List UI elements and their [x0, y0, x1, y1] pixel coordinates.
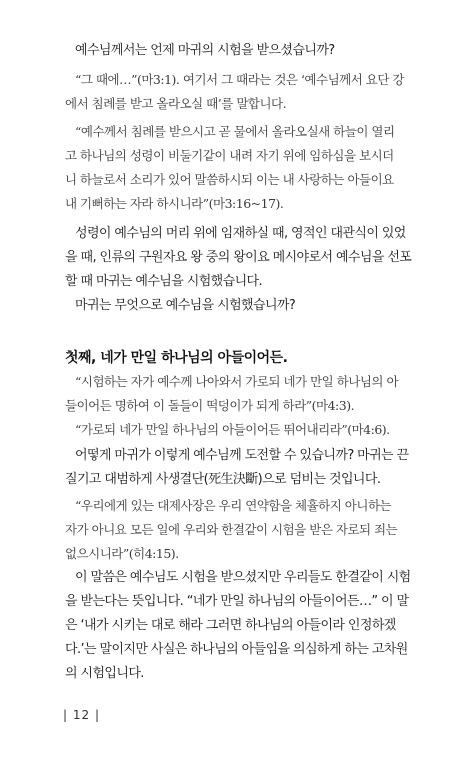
paragraph-scripture-tempter: [65, 370, 405, 442]
text-line: 할 때 마귀는 예수님을 시험했습니다.: [65, 274, 263, 289]
text-line: “우리에게 있는 대제사장은 우리 연약함을 체휼하지 아니하는: [75, 498, 392, 513]
text-line: 은 ‘내가 시키는 대로 해라 그러면 하나님의 아들이라 인정하겠: [65, 618, 396, 633]
text-line: 질기고 대범하게 사생결단(死生決斷)으로 덤비는 것입니다.: [65, 472, 381, 487]
paragraph-conclusion: [65, 566, 411, 686]
paragraph-question-when: [65, 39, 405, 63]
text-line: 니 하늘로서 소리가 있어 말씀하시되 이는 내 사랑하는 아들이요: [65, 172, 394, 187]
text-line: 고 하나님의 성령이 비둘기같이 내려 자기 위에 임하심을 보시더: [65, 148, 394, 163]
text-line: 예수님께서는 언제 마귀의 시험을 받으셨습니까?: [75, 43, 335, 58]
text-line: 다.’는 말이지만 사실은 하나님의 아들임을 의심하게 하는 고차원: [65, 642, 408, 657]
paragraph-devil-challenge: [65, 444, 409, 492]
paragraph-scripture-high-priest: [65, 494, 405, 566]
text-line: “가로되 네가 만일 하나님의 아들이어든 뛰어내리라”(마4:6).: [75, 422, 390, 437]
text-line: “그 때에…”(마3:1). 여기서 그 때라는 것은 ‘예수님께서 요단 강: [75, 72, 404, 87]
text-line: 성령이 예수님의 머리 위에 임재하실 때, 영적인 대관식이 있었: [75, 226, 406, 241]
paragraph-scripture-baptism: [65, 120, 405, 216]
text-line: 의 시험입니다.: [65, 666, 144, 681]
text-line: 어떻게 마귀가 이렇게 예수님께 도전할 수 있습니까? 마귀는 끈: [75, 448, 409, 463]
text-line: 자가 아니요 모든 일에 우리와 한결같이 시험을 받은 자로되 죄는: [65, 522, 398, 537]
section-heading: 첫째, 네가 만일 하나님의 아들이어든.: [65, 350, 288, 366]
text-line: 을 때, 인류의 구원자요 왕 중의 왕이요 메시야로서 예수님을 선포: [65, 250, 412, 265]
text-line: 에서 침례를 받고 올라오실 때’를 말합니다.: [65, 96, 287, 111]
text-line: 없으시니라”(히4:15).: [65, 546, 179, 561]
text-line: 내 기뻐하는 자라 하시니라”(마3:16~17).: [65, 196, 284, 211]
paragraph-holy-spirit: [65, 222, 412, 318]
text-line: “예수께서 침례를 받으시고 곧 물에서 올라오실새 하늘이 열리: [75, 124, 395, 139]
page-number: | 12 |: [63, 708, 100, 722]
text-line: 마귀는 무엇으로 예수님을 시험했습니까?: [75, 298, 296, 313]
text-line: 들이어든 명하여 이 돌들이 떡덩이가 되게 하라”(마4:3).: [65, 398, 355, 413]
text-line: 이 말씀은 예수님도 시험을 받으셨지만 우리들도 한결같이 시험: [75, 570, 411, 585]
text-line: 을 받는다는 뜻입니다. “네가 만일 하나님의 아들이어든…” 이 말: [65, 594, 409, 609]
text-line: “시험하는 자가 예수께 나아와서 가로되 네가 만일 하나님의 아: [75, 374, 399, 389]
paragraph-that-time: [65, 68, 405, 116]
